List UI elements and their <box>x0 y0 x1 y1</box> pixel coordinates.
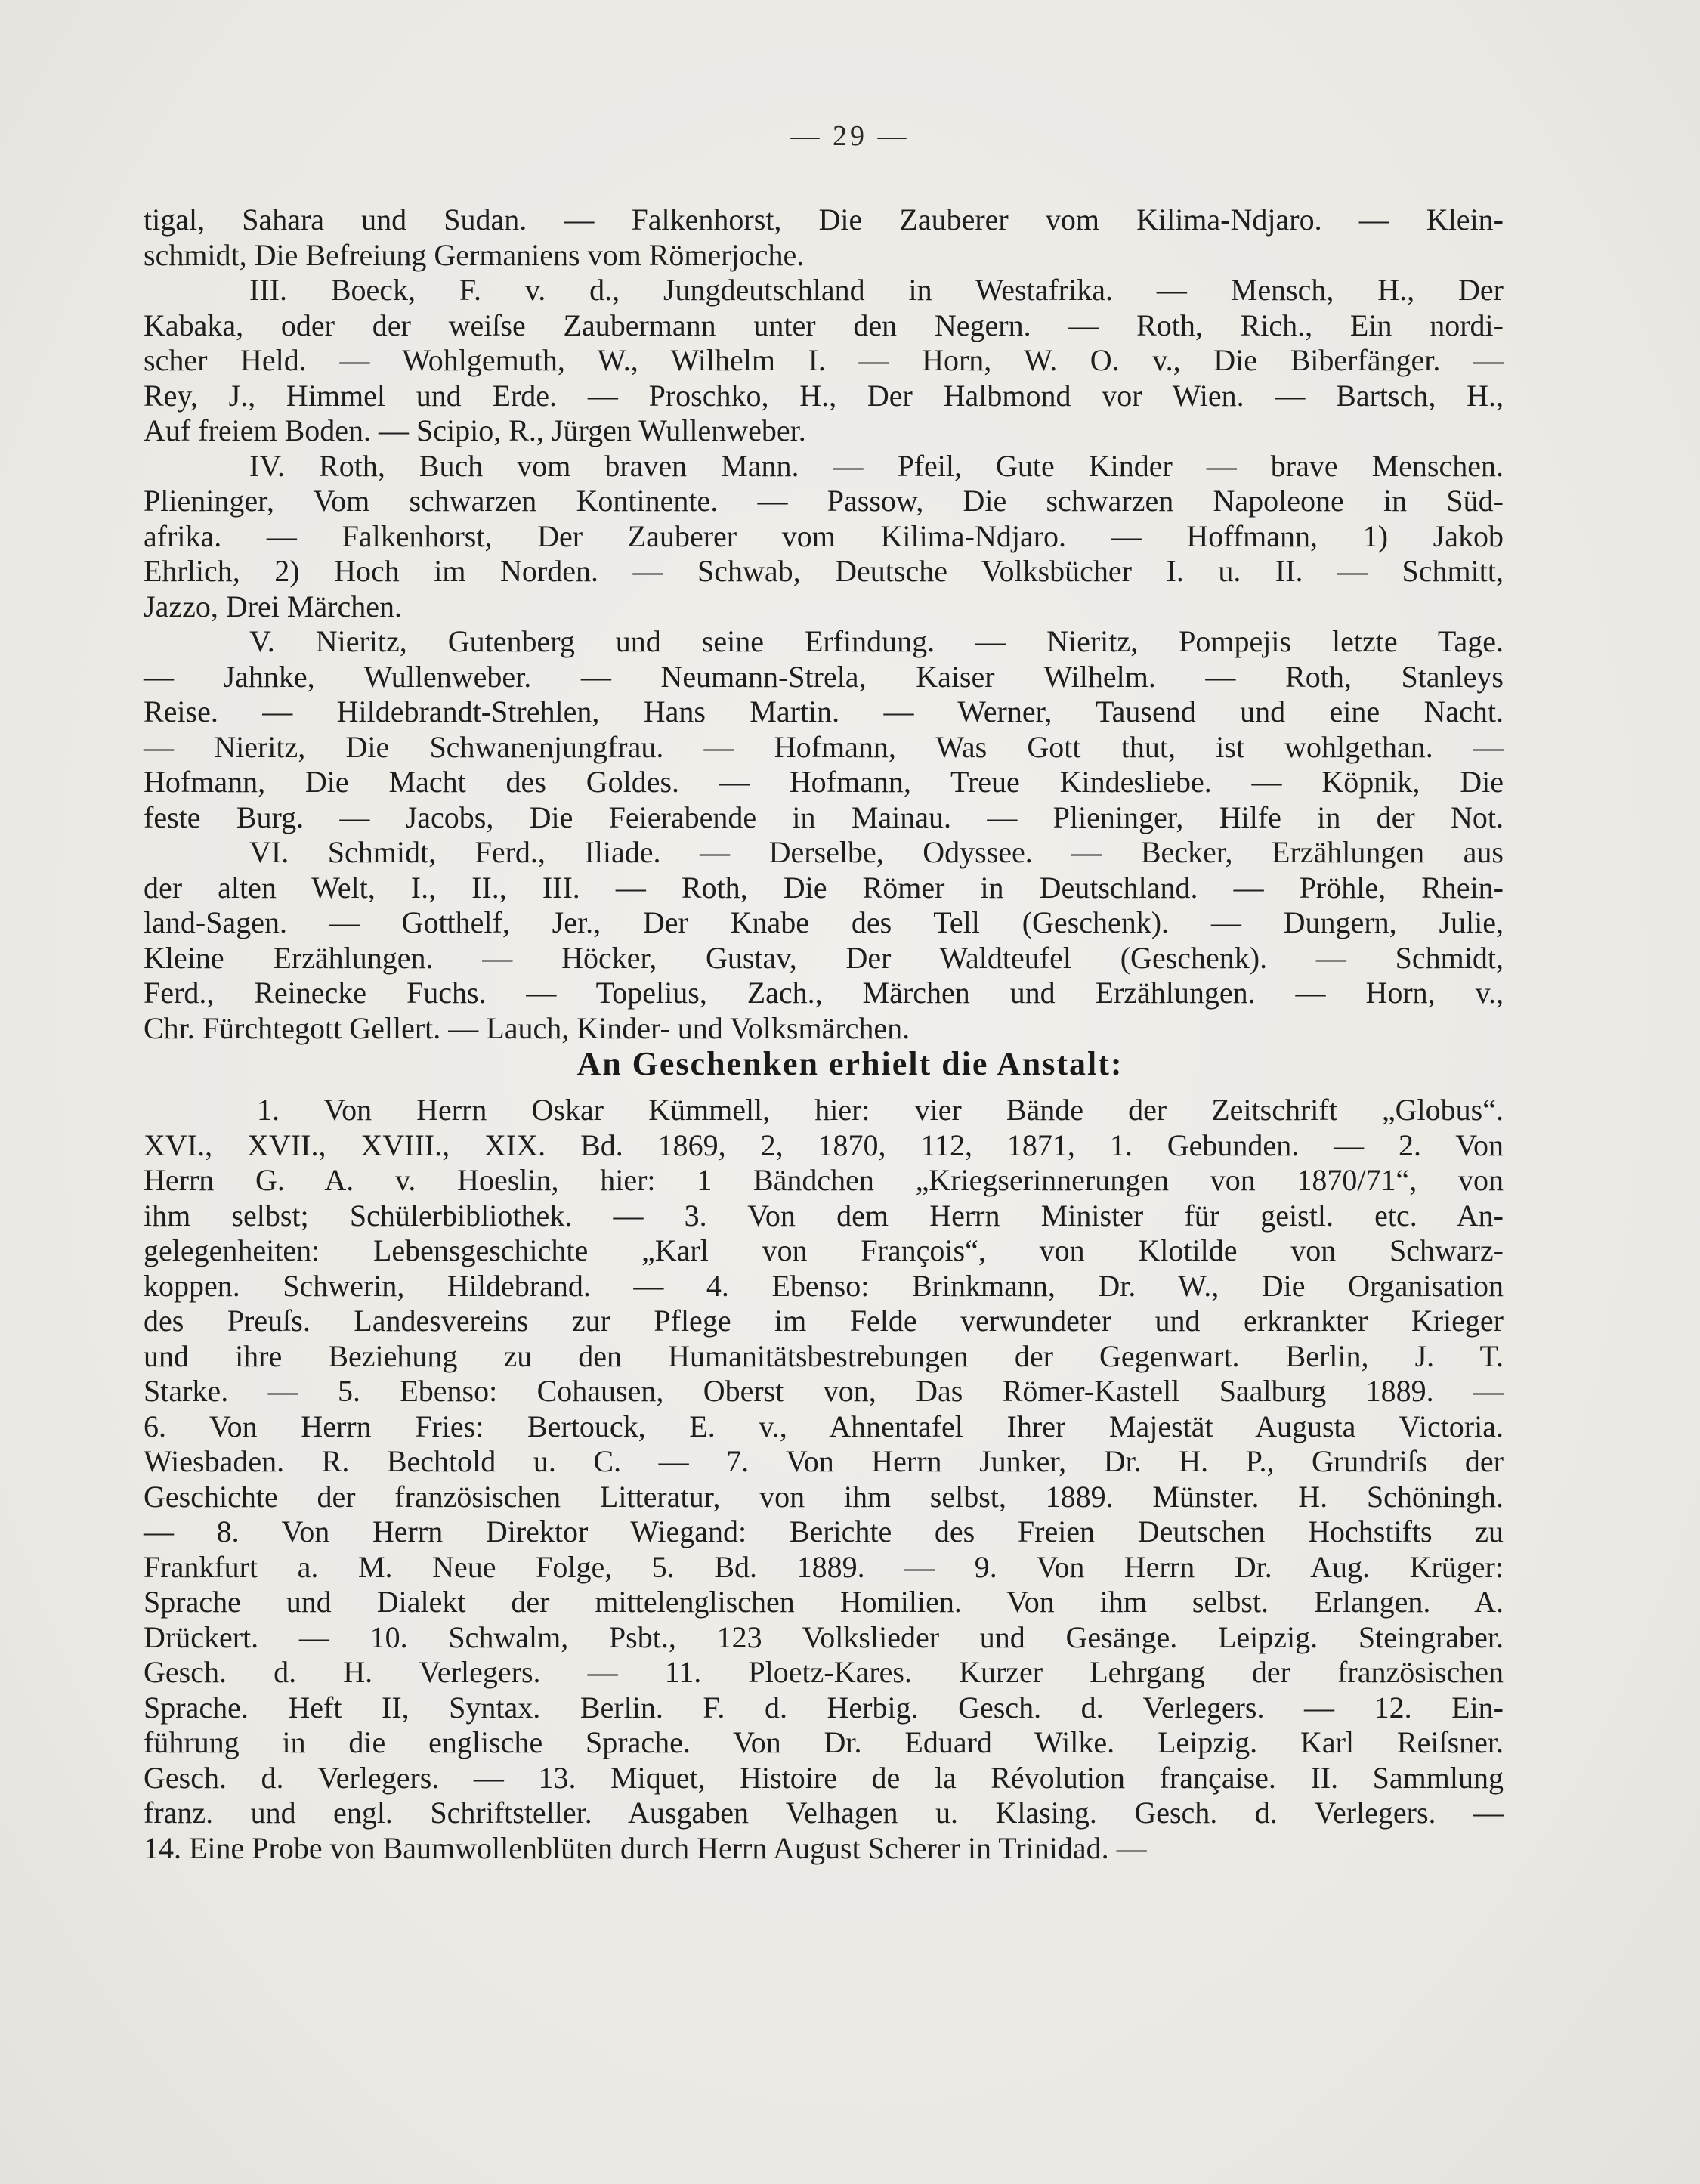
text-line: ihm selbst; Schülerbibliothek. — 3. Von dem Herrn Minister für geistl. etc. An- <box>144 1198 1504 1233</box>
text-line: Geschichte der französischen Litteratur, von ihm selbst, 1889. Münster. H. Schöningh. <box>144 1479 1504 1514</box>
text-line: 1. Von Herrn Oskar Kümmell, hier: vier Bände der Zeitschrift „Globus“. <box>257 1093 1504 1127</box>
text-line: des Preuſs. Landesvereins zur Pflege im Felde verwundeter und erkrankter Krieger <box>144 1304 1504 1338</box>
text-line: feste Burg. — Jacobs, Die Feierabende in Mainau. — Plieninger, Hilfe in der Not. <box>144 800 1504 834</box>
text-line: Kabaka, oder der weiſse Zaubermann unter den Negern. — Roth, Rich., Ein nordi- <box>144 308 1504 342</box>
text-line: Gesch. d. H. Verlegers. — 11. Ploetz-Kares. Kurzer Lehrgang der französischen <box>144 1655 1504 1689</box>
text-line: Jazzo, Drei Märchen. <box>144 589 403 623</box>
text-line: afrika. — Falkenhorst, Der Zauberer vom Kilima-Ndjaro. — Hoffmann, 1) Jakob <box>144 518 1504 553</box>
text-line: Wiesbaden. R. Bechtold u. C. — 7. Von Herrn Junker, Dr. H. P., Grundriſs der <box>144 1444 1504 1478</box>
school-library-list <box>144 203 1504 1046</box>
text-line: — 8. Von Herrn Direktor Wiegand: Berichte des Freien Deutschen Hochstifts zu <box>144 1514 1504 1548</box>
text-line: Plieninger, Vom schwarzen Kontinente. — Passow, Die schwarzen Napoleone in Süd- <box>144 484 1504 518</box>
text-line: Frankfurt a. M. Neue Folge, 5. Bd. 1889. — 9. Von Herrn Dr. Aug. Krüger: <box>144 1549 1504 1584</box>
text-line: und ihre Beziehung zu den Humanitätsbestrebungen der Gegenwart. Berlin, J. T. <box>144 1338 1504 1373</box>
text-line: tigal, Sahara und Sudan. — Falkenhorst, Die Zauberer vom Kilima-Ndjaro. — Klein- <box>144 203 1504 237</box>
text-line: Rey, J., Himmel und Erde. — Proschko, H., Der Halbmond vor Wien. — Bartsch, H., <box>144 378 1504 413</box>
text-line: 14. Eine Probe von Baumwollenblüten durch Herrn August Scherer in Trinidad. — <box>144 1830 1147 1865</box>
gifts-list <box>144 1093 1504 1866</box>
text-line: — Nieritz, Die Schwanenjungfrau. — Hofmann, Was Gott thut, ist wohlgethan. — <box>144 729 1504 764</box>
text-line: VI. Schmidt, Ferd., Iliade. — Derselbe, Odyssee. — Becker, Erzählungen aus <box>249 835 1504 869</box>
text-line: land-Sagen. — Gotthelf, Jer., Der Knabe des Tell (Geschenk). — Dungern, Julie, <box>144 905 1504 939</box>
text-line: Ferd., Reinecke Fuchs. — Topelius, Zach., Märchen und Erzählungen. — Horn, v., <box>144 976 1504 1010</box>
text-line: Sprache und Dialekt der mittelenglischen Homilien. Von ihm selbst. Erlangen. A. <box>144 1585 1504 1619</box>
text-line: führung in die englische Sprache. Von Dr. Eduard Wilke. Leipzig. Karl Reiſsner. <box>144 1725 1504 1759</box>
text-line: V. Nieritz, Gutenberg und seine Erfindung. — Nieritz, Pompejis letzte Tage. <box>249 624 1504 658</box>
text-line: Chr. Fürchtegott Gellert. — Lauch, Kinder- und Volksmärchen. <box>144 1010 910 1045</box>
text-line: Starke. — 5. Ebenso: Cohausen, Oberst von, Das Römer-Kastell Saalburg 1889. — <box>144 1374 1504 1408</box>
text-line: Auf freiem Boden. — Scipio, R., Jürgen Wullenweber. <box>144 413 806 447</box>
text-line: Hofmann, Die Macht des Goldes. — Hofmann, Treue Kindesliebe. — Köpnik, Die <box>144 765 1504 799</box>
text-line: scher Held. — Wohlgemuth, W., Wilhelm I. — Horn, W. O. v., Die Biberfänger. — <box>144 343 1504 377</box>
text-line: IV. Roth, Buch vom braven Mann. — Pfeil, Gute Kinder — brave Menschen. <box>249 448 1504 483</box>
text-line: Gesch. d. Verlegers. — 13. Miquet, Histoire de la Révolution française. II. Sammlung <box>144 1760 1504 1795</box>
text-line: III. Boeck, F. v. d., Jungdeutschland in Westafrika. — Mensch, H., Der <box>249 273 1504 307</box>
text-line: Kleine Erzählungen. — Höcker, Gustav, Der Waldteufel (Geschenk). — Schmidt, <box>144 940 1504 975</box>
text-line: Ehrlich, 2) Hoch im Norden. — Schwab, Deutsche Volksbücher I. u. II. — Schmitt, <box>144 554 1504 588</box>
text-line: koppen. Schwerin, Hildebrand. — 4. Ebenso: Brinkmann, Dr. W., Die Organisation <box>144 1268 1504 1303</box>
text-line: der alten Welt, I., II., III. — Roth, Die Römer in Deutschland. — Pröhle, Rhein- <box>144 870 1504 905</box>
text-line: gelegenheiten: Lebensgeschichte „Karl von François“, von Klotilde von Schwarz- <box>144 1233 1504 1267</box>
text-line: Reise. — Hildebrandt-Strehlen, Hans Martin. — Werner, Tausend und eine Nacht. <box>144 694 1504 729</box>
text-line: Sprache. Heft II, Syntax. Berlin. F. d. Herbig. Gesch. d. Verlegers. — 12. Ein- <box>144 1690 1504 1725</box>
text-line: schmidt, Die Befreiung Germaniens vom Römerjoche. <box>144 237 805 272</box>
text-line: 6. Von Herrn Fries: Bertouck, E. v., Ahnentafel Ihrer Majestät Augusta Victoria. <box>144 1409 1504 1443</box>
text-line: franz. und engl. Schriftsteller. Ausgaben Velhagen u. Klasing. Gesch. d. Verlegers. — <box>144 1796 1504 1830</box>
text-line: Herrn G. A. v. Hoeslin, hier: 1 Bändchen „Kriegserinnerungen von 1870/71“, von <box>144 1163 1504 1197</box>
text-line: Drückert. — 10. Schwalm, Psbt., 123 Volkslieder und Gesänge. Leipzig. Steingraber. <box>144 1619 1504 1654</box>
text-line: — Jahnke, Wullenweber. — Neumann-Strela, Kaiser Wilhelm. — Roth, Stanleys <box>144 659 1504 694</box>
page-number: — 29 — <box>790 120 910 152</box>
section-heading: An Geschenken erhielt die Anstalt: <box>576 1045 1124 1082</box>
text-line: XVI., XVII., XVIII., XIX. Bd. 1869, 2, 1870, 112, 1871, 1. Gebunden. — 2. Von <box>144 1128 1504 1162</box>
